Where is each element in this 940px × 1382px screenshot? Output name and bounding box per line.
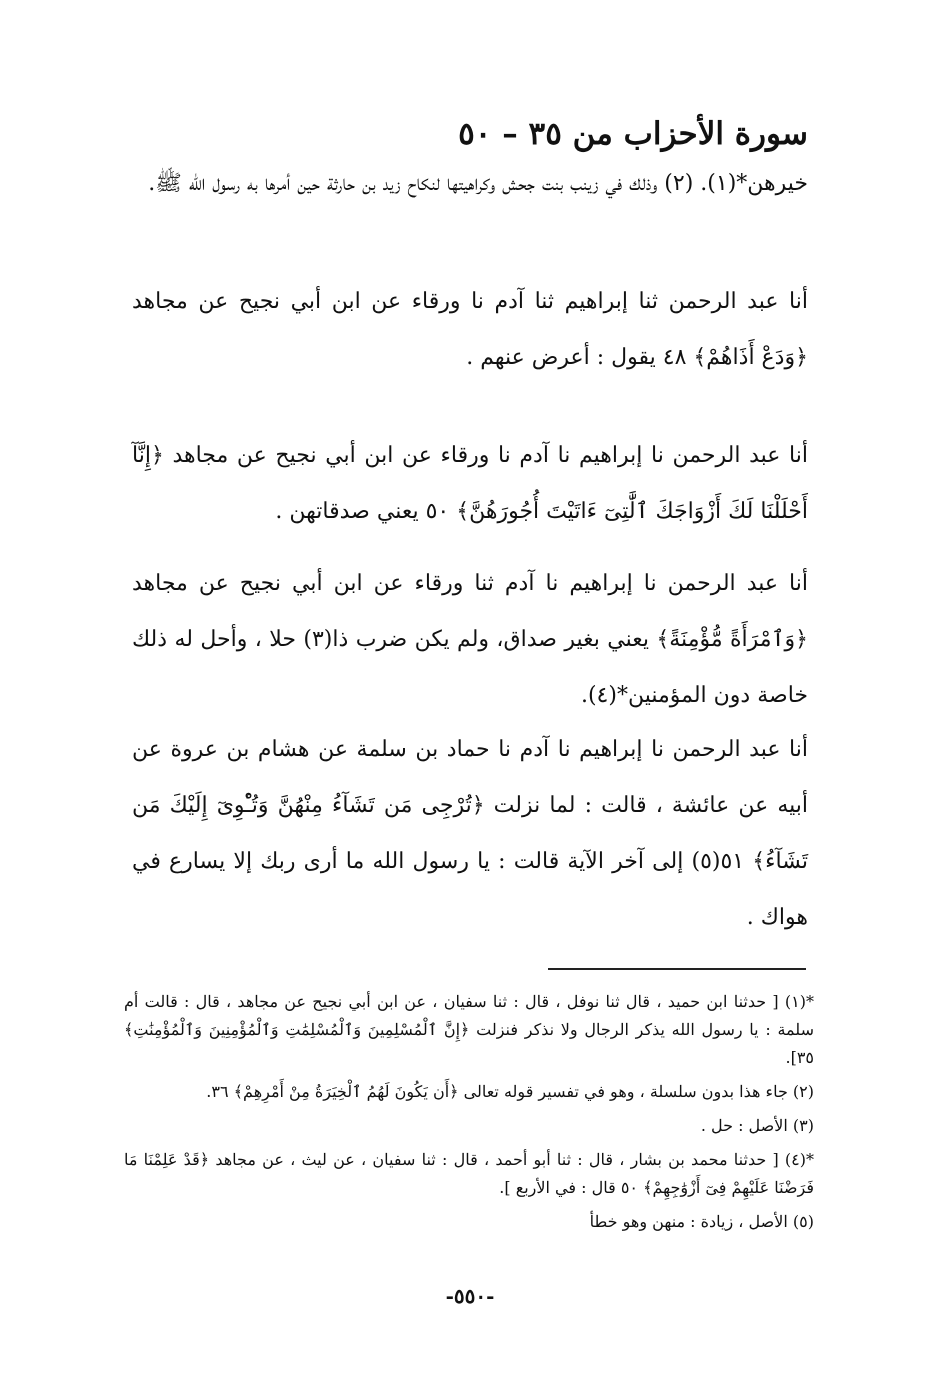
- footnote-1: *(١) [ حدثنا ابن حميد ، قال ثنا نوفل ، قال : ثنا سفيان ، عن ابن أبي نجيح عن مجاهد ، قال : قالت أم سلمة : يا رسول الله يذكر الرجال ولا نذكر فنزلت ﴿إِنَّ ٱلْمُسْلِمِينَ وَٱلْمُسْلِمَٰتِ وَٱلْمُؤْمِنِينَ وَٱلْمُؤْمِنَٰتِ﴾ ٣٥].: [124, 992, 814, 1067]
- footnotes-section: [124, 988, 814, 1242]
- paragraph-4: أنا عبد الرحمن نا إبراهيم نا آدم نا حماد بن سلمة عن هشام بن عروة عن أبيه عن عائشة ، قالت : لما نزلت ﴿تُرْجِى مَن تَشَآءُ مِنْهُنَّ وَتُـْٔوِىٓ إِلَيْكَ مَن تَشَآءُ﴾ ٥١(٥) إلى آخر الآية قالت : يا رسول الله ما أرى ربك إلا يسارع في هواك .: [132, 737, 808, 930]
- page-header: سورة الأحزاب من ٣٥ – ٥٠: [458, 116, 808, 152]
- footnote-2: (٢) جاء هذا بدون سلسلة ، وهو في تفسير قوله تعالى ﴿أَن يَكُونَ لَهُمُ ٱلْخِيَرَةُ مِنْ أَمْرِهِمْ﴾ ٣٦.: [206, 1082, 814, 1101]
- page-number: -٥٥٠-: [445, 1284, 495, 1308]
- paragraph-1: أنا عبد الرحمن ثنا إبراهيم ثنا آدم نا ورقاء عن ابن أبي نجيح عن مجاهد ﴿وَدَعْ أَذَاهُمْ﴾ ٤٨ يقول : أعرض عنهم .: [132, 289, 808, 370]
- footnote-3: (٣) الأصل : حل .: [700, 1116, 814, 1135]
- footnote-5: (٥) الأصل ، زيادة : منهن وهو خطأ: [589, 1212, 814, 1231]
- paragraph-3: أنا عبد الرحمن نا إبراهيم نا آدم ثنا ورقاء عن ابن أبي نجيح عن مجاهد ﴿وَٱمْرَأَةً مُّؤْمِنَةً﴾ يعني بغير صداق، ولم يكن ضرب ذا(٣) حلا ، وأحل له ذلك خاصة دون المؤمنين*(٤).: [132, 571, 808, 708]
- paragraph-2: أنا عبد الرحمن نا إبراهيم نا آدم نا ورقاء عن ابن أبي نجيح عن مجاهد ﴿إِنَّآ أَحْلَلْنَا لَكَ أَزْوَاجَكَ ٱلَّٰتِىٓ ءَاتَيْتَ أُجُورَهُنَّ﴾ ٥٠ يعني صدقاتهن .: [132, 443, 808, 524]
- footnote-divider: [548, 968, 806, 970]
- footnote-4: *(٤) [ حدثنا محمد بن بشار ، قال : ثنا أبو أحمد ، قال : ثنا سفيان ، عن ليث ، عن مجاهد ﴿قَدْ عَلِمْنَا مَا فَرَضْنَا عَلَيْهِمْ فِىٓ أَزْوَٰجِهِمْ﴾ ٥٠ قال : في الأربع ].: [124, 1150, 814, 1197]
- intro-paragraph: خيرهن*(١). (٢) وذلك في زينب بنت جحش وكراهيتها لنكاح زيد بن حارثة حين أمرها به رسول الله ﷺ.: [148, 171, 808, 196]
